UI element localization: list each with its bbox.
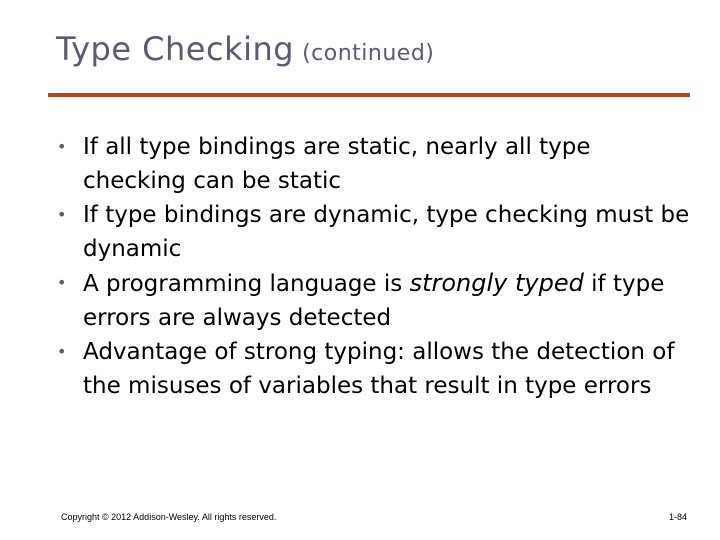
bullet-text: If type bindings are dynamic, type checking must be dynamic xyxy=(83,202,690,262)
title-sub: (continued) xyxy=(302,41,435,66)
bullet-marker: • xyxy=(57,273,67,292)
bullet-item xyxy=(56,130,696,198)
bullet-emphasis: strongly typed xyxy=(409,269,584,297)
page-number: 1-84 xyxy=(668,512,687,522)
bullet-item xyxy=(56,198,696,266)
bullet-text-before: A programming language is xyxy=(83,271,410,297)
title-divider xyxy=(48,93,690,97)
title-main: Type Checking xyxy=(56,30,295,68)
slide-title xyxy=(56,30,434,68)
bullet-text-after: if type errors are always detected xyxy=(83,271,665,331)
bullet-marker: • xyxy=(57,342,67,361)
bullet-item xyxy=(56,335,696,403)
bullet-text: Advantage of strong typing: allows the detection of the misuses of variables that result in type errors xyxy=(83,339,675,399)
bullet-list xyxy=(56,130,696,403)
footer-copyright: Copyright © 2012 Addison-Wesley. All rights reserved. xyxy=(61,512,277,522)
bullet-item xyxy=(56,266,696,335)
bullet-marker: • xyxy=(57,205,67,224)
bullet-text: If all type bindings are static, nearly all type checking can be static xyxy=(83,134,591,194)
bullet-marker: • xyxy=(57,137,67,156)
